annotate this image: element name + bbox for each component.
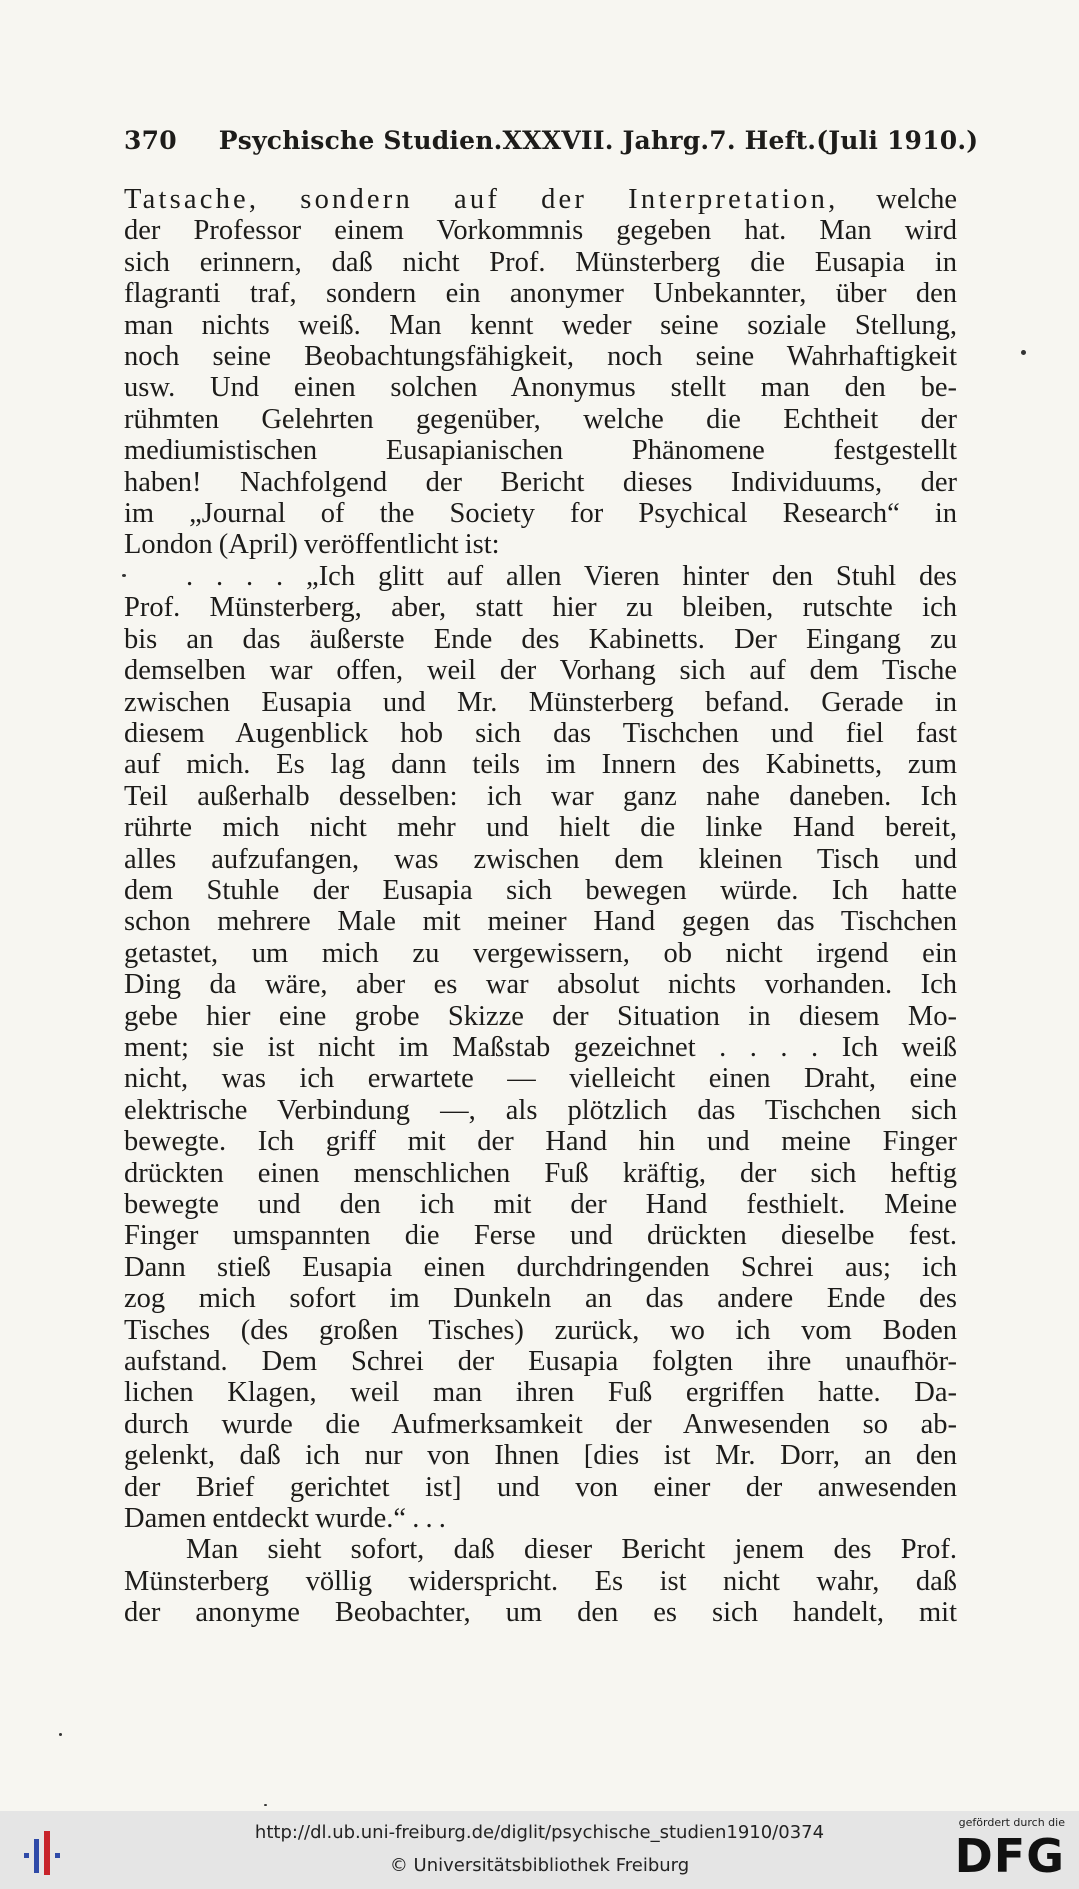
text-line: noch seine Beobachtungsfähigkeit, noch seine Wahrhaftigkeit (124, 341, 957, 373)
issue-date: (Juli 1910.) (816, 126, 979, 155)
text-line: im „Journal of the Society for Psychical Research“ in (124, 498, 957, 530)
quote-start-line: . . . . „Ich glitt auf allen Vieren hinter den Stuhl des (186, 560, 957, 592)
text-line: bis an das äußerste Ende des Kabinetts. Der Eingang zu (124, 623, 957, 655)
text-line: Finger umspannten die Ferse und drückten dieselbe fest. (124, 1220, 957, 1252)
scan-speck (122, 574, 126, 577)
text-line: sich erinnern, daß nicht Prof. Münsterberg die Eusapia in (124, 246, 957, 278)
text-line: alles aufzufangen, was zwischen dem kleinen Tisch und (124, 843, 957, 875)
text-line: Münsterberg völlig widerspricht. Es ist nicht wahr, daß (124, 1565, 957, 1597)
spaced-emphasis: Tatsache, sondern auf der Interpretation, (124, 184, 839, 215)
journal-title: Psychische Studien. (218, 126, 503, 155)
quote-end-line: Damen entdeckt wurde.“ . . . (124, 1503, 446, 1535)
text-line: dem Stuhle der Eusapia sich bewegen würde. Ich hatte (124, 874, 957, 906)
issue-number: 7. Heft. (709, 126, 817, 155)
text-line: lichen Klagen, weil man ihren Fuß ergriffen hatte. Da- (124, 1377, 957, 1409)
text-line: auf mich. Es lag dann teils im Innern des Kabinetts, zum (124, 749, 957, 781)
scan-speck (59, 1733, 62, 1736)
text-line: aufstand. Dem Schrei der Eusapia folgten ihre unaufhör- (124, 1346, 957, 1378)
text-line: Tisches (des großen Tisches) zurück, wo ich vom Boden (124, 1314, 957, 1346)
text-line: elektrische Verbindung —, als plötzlich das Tischchen sich (124, 1094, 957, 1126)
text-line: flagranti traf, sondern ein anonymer Unbekannter, über den (124, 278, 957, 310)
text-line: ment; sie ist nicht im Maßstab gezeichnet . . . . Ich weiß (124, 1031, 957, 1063)
text-line: getastet, um mich zu vergewissern, ob nicht irgend ein (124, 937, 957, 969)
text-line: Prof. Münsterberg, aber, statt hier zu bleiben, rutschte ich (124, 592, 957, 624)
text-line: London (April) veröffentlicht ist: (124, 529, 500, 561)
text-line: schon mehrere Male mit meiner Hand gegen das Tischchen (124, 906, 957, 938)
page-number: 370 (124, 126, 177, 155)
text-line: der Professor einem Vorkommnis gegeben hat. Man wird (124, 215, 957, 247)
text-line: nicht, was ich erwartete — vielleicht einen Draht, eine (124, 1063, 957, 1095)
text-line: haben! Nachfolgend der Bericht dieses Individuums, der (124, 466, 957, 498)
text-line: durch wurde die Aufmerksamkeit der Anwesenden so ab- (124, 1408, 957, 1440)
text-line: demselben war offen, weil der Vorhang sich auf dem Tische (124, 655, 957, 687)
text-line: gelenkt, daß ich nur von Ihnen [dies ist Mr. Dorr, an den (124, 1440, 957, 1472)
scan-speck (1021, 350, 1026, 355)
text-line: der anonyme Beobachter, um den es sich handelt, mit (124, 1597, 957, 1629)
body-text (124, 184, 957, 1629)
running-header (124, 126, 979, 155)
viewer-footer (0, 1811, 1079, 1889)
text-line-first (124, 184, 957, 215)
paragraph-start-line: Man sieht sofort, daß dieser Bericht jenem des Prof. (186, 1534, 957, 1566)
text-line: drückten einen menschlichen Fuß kräftig, der sich heftig (124, 1157, 957, 1189)
text-line: Ding da wäre, aber es war absolut nichts vorhanden. Ich (124, 969, 957, 1001)
volume-year: XXXVII. Jahrg. (502, 126, 710, 155)
text-line: man nichts weiß. Man kennt weder seine soziale Stellung, (124, 309, 957, 341)
text-line: bewegte. Ich griff mit der Hand hin und meine Finger (124, 1126, 957, 1158)
text-line: rührte mich nicht mehr und hielt die linke Hand bereit, (124, 812, 957, 844)
text-line: rühmten Gelehrten gegenüber, welche die Echtheit der (124, 403, 957, 435)
text-line: usw. Und einen solchen Anonymus stellt man den be- (124, 372, 957, 404)
first-line-rest: welche (876, 184, 957, 215)
text-line: diesem Augenblick hob sich das Tischchen und fiel fast (124, 717, 957, 749)
document-url-link[interactable]: http://dl.ub.uni-freiburg.de/diglit/psychische_studien1910/0374 (254, 1822, 825, 1843)
text-line: gebe hier eine grobe Skizze der Situation in diesem Mo- (124, 1000, 957, 1032)
scan-speck (264, 1804, 267, 1806)
header-title-row (219, 126, 978, 155)
text-line: bewegte und den ich mit der Hand festhielt. Meine (124, 1189, 957, 1220)
text-line: Teil außerhalb desselben: ich war ganz nahe daneben. Ich (124, 780, 957, 812)
text-line: zog mich sofort im Dunkeln an das andere Ende des (124, 1283, 957, 1315)
text-line: mediumistischen Eusapianischen Phänomene festgestellt (124, 435, 957, 467)
text-line: Dann stieß Eusapia einen durchdringenden Schrei aus; ich (124, 1251, 957, 1283)
dfg-logo: DFG (954, 1829, 1065, 1883)
text-line: zwischen Eusapia und Mr. Münsterberg befand. Gerade in (124, 686, 957, 718)
sponsor-label: gefördert durch die (958, 1816, 1065, 1829)
text-line: der Brief gerichtet ist] und von einer der anwesenden (124, 1471, 957, 1503)
copyright-notice: © Universitätsbibliothek Freiburg (389, 1855, 690, 1876)
